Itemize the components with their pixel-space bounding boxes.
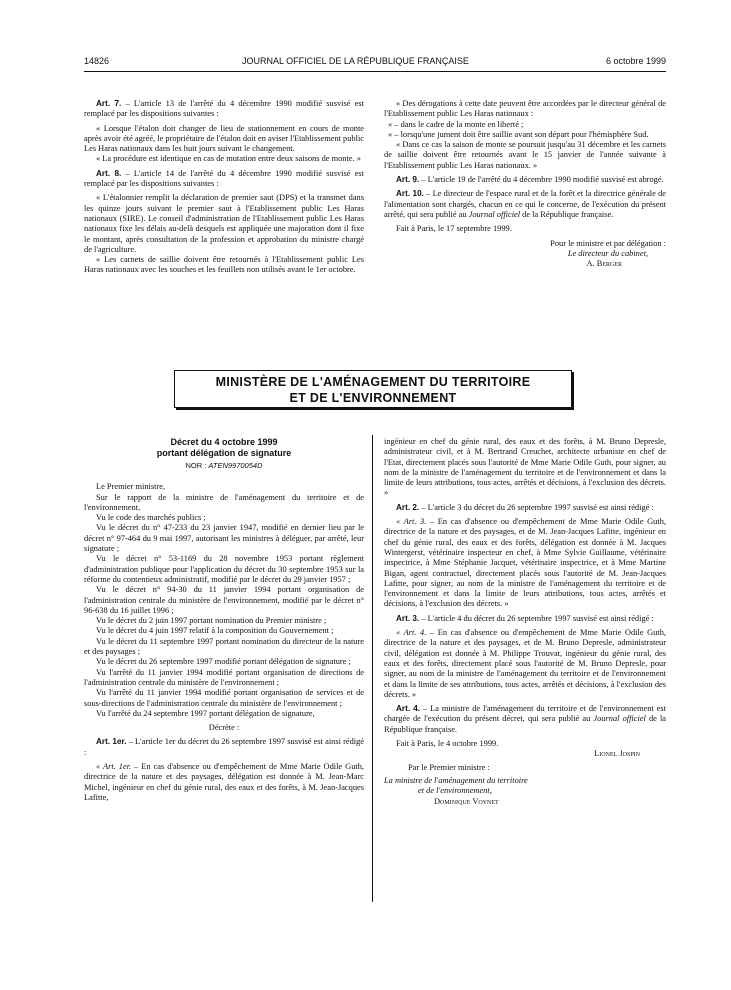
ministry-heading-box: MINISTÈRE DE L'AMÉNAGEMENT DU TERRITOIRE ET DE L'ENVIRONNEMENT <box>174 370 572 408</box>
page-header <box>84 56 666 68</box>
nor-reference: NOR : ATEN9970054D <box>185 461 263 470</box>
signature-jospin: Lionel Jospin <box>594 749 640 759</box>
header-rule <box>84 71 666 72</box>
fait-date-1: Fait à Paris, le 17 septembre 1999. <box>396 224 512 234</box>
decrete: Décrète : <box>208 723 240 733</box>
signature-voynet: Dominique Voynet <box>434 796 499 806</box>
decree-title: Décret du 4 octobre 1999 portant délégation de signature <box>156 437 292 458</box>
signature-berger: A. Berger <box>586 259 622 269</box>
fait-date-2: Fait à Paris, le 4 octobre 1999. <box>396 739 499 749</box>
column-divider <box>372 435 373 902</box>
issue-date: 6 octobre 1999 <box>605 56 666 66</box>
decree-left-column: Décret du 4 octobre 1999 portant délégation de signature NOR : ATEN9970054D Le Premier ministre, Sur le rapport de la ministre de l'aménagement du territoire et de l'environnement, Vu le code des marchés publics ; Vu le décret du n° 47-233 du 23 janvier 1947, modifié en dernier lieu par le décret n° 97-464 du 9 mai 1997, autorisant les ministres à déléguer, par arrêté, leur signature ; Vu le décret n° 53-1169 du 28 novembre 1953 portant règlement d'administration publique pour l'application du décret du 30 septembre 1953 sur la réforme du contentieux administratif, modifié par le décret du 29 janvier 1957 ; Vu le décret n° 94-30 du 11 janvier 1994 portant organisation de l'administration centrale du ministère de l'environnement, modifié par le décret n° 96-638 du 16 juillet 1996 ; Vu le décret du 2 juin 1997 portant nomination du Premier ministre ; Vu le décret du 4 juin 1997 relatif à la composition du Gouvernement ; Vu le décret du 11 septembre 1997 portant nomination du directeur de la nature et des paysages ; Vu le décret du 26 septembre 1997 modifié portant délégation de signature ; Vu l'arrêté du 11 janvier 1994 modifié portant organisation de directions de l'administration centrale du ministère de l'environnement ; Vu l'arrêté du 11 janvier 1994 modifié portant organisation de services et de sous-directions de l'administration centrale du ministère de l'environnement ; Vu l'arrêté du 24 septembre 1997 portant délégation de signature, Décrète : Art. 1er. – L'article 1er du décret du 26 septembre 1997 susvisé est ainsi rédigé : « Art. 1er. – En cas d'absence ou d'empêchement de Mme Marie Odile Guth, directrice de la nature et des paysages, délégation est donnée à M. Jean-Marc Michel, ingénieur en chef du génie rural, des eaux et des forêts, à M. Jean-Jacques Lafitte, <box>84 437 364 802</box>
top-left-column: Art. 7. – L'article 13 de l'arrêté du 4 décembre 1990 modifié susvisé est remplacé par les dispositions suivantes : « Lorsque l'étalon doit changer de lieu de stationnement en cours de monte après avoir été agréé, le propriétaire de l'étalon doit en aviser l'Etablissement public Les Haras nationaux dans les huit jours suivant le changement. « La procédure est identique en cas de mutation entre deux saisons de monte. » Art. 8. – L'article 14 de l'arrêté du 4 décembre 1990 modifié susvisé est remplacé par les dispositions suivantes : « L'étalonnier remplit la déclaration de premier saut (DPS) et la transmet dans les quinze jours suivant le premier saut à l'Etablissement public Les Haras nationaux (SIRE). Le conseil d'administration de l'Etablissement public Les Haras nationaux fixe les délais au-delà desquels est appliquée une majoration dont il fixe le montant, après consultation de la profession et approbation du ministre chargé de l'agriculture. « Les carnets de saillie doivent être retournés à l'Etablissement public Les Haras nationaux avec les souches et les feuillets non utilisés avant le 1er octobre. <box>84 99 364 275</box>
top-right-column: « Des dérogations à cette date peuvent être accordées par le directeur général de l'Etablissement public Les Haras nationaux : « – dans le cadre de la monte en liberté ; « – lorsqu'une jument doit être saillie avant son départ pour l'hémisphère Sud. « Dans ce cas la saison de monte se poursuit jusqu'au 31 décembre et les carnets de saillie doivent être retournés avant le 15 janvier de l'année suivante à l'Etablissement public Les Haras nationaux. » Art. 9. – L'article 19 de l'arrêté du 4 décembre 1990 modifié susvisé est abrogé. Art. 10. – Le directeur de l'espace rural et de la forêt et la directrice générale de l'alimentation sont chargés, chacun en ce qui le concerne, de l'exécution du présent arrêté, qui sera publié au Journal officiel de la République française. Fait à Paris, le 17 septembre 1999. Pour le ministre et par délégation : Le directeur du cabinet, A. Berger <box>384 99 666 269</box>
decree-right-column: ingénieur en chef du génie rural, des eaux et des forêts, à M. Bruno Depresle, administrateur civil, et à M. Bertrand Creuchet, architecte urbaniste en chef de l'Etat, directement placés sous l'autorité de Mme Marie Odile Guth, pour signer, au nom de la ministre de l'aménagement du territoire et de l'environnement et dans la limite de leurs attributions, tous actes, arrêtés et décisions, à l'exclusion des décrets. » Art. 2. – L'article 3 du décret du 26 septembre 1997 susvisé est ainsi rédigé : « Art. 3. – En cas d'absence ou d'empêchement de Mme Marie Odile Guth, directrice de la nature et des paysages, et de M. Jean-Jacques Lafitte, ingénieur en chef du génie rural, des eaux et des forêts, délégation est donnée à M. Jacques Wintergerst, vétérinaire inspecteur en chef, à Mme Sylvie Guillaume, vétérinaire inspectrice, à Mme Stéphanie Jacquet, vétérinaire inspectrice, et à Mme Martine Bigan, agent contractuel, directement placés sous l'autorité de M. Jean-Jacques Lafitte, pour signer, au nom de la ministre de l'aménagement du territoire et de l'environnement et dans la limite de leurs attributions, tous actes, arrêtés et décisions, à l'exclusion des décrets. » Art. 3. – L'article 4 du décret du 26 septembre 1997 susvisé est ainsi rédigé : « Art. 4. – En cas d'absence ou d'empêchement de Mme Marie Odile Guth, directrice de la nature et des paysages, et de M. Bruno Depresle, administrateur civil, délégation est donnée à M. Philippe Trouvat, ingénieur du génie rural, des eaux et des forêts, directement placé sous l'autorité de M. Bruno Depresle, pour signer, au nom de la ministre de l'aménagement du territoire et de l'environnement et dans la limite de ses attributions, tous actes, arrêtés et décisions, à l'exclusion des décrets. » Art. 4. – La ministre de l'aménagement du territoire et de l'environnement est chargée de l'exécution du présent décret, qui sera publié au Journal officiel de la République française. Fait à Paris, le 4 octobre 1999. Lionel Jospin Par le Premier ministre : La ministre de l'aménagement du territoire et de l'environnement, Dominique Voynet <box>384 437 666 806</box>
journal-title: JOURNAL OFFICIEL DE LA RÉPUBLIQUE FRANÇAISE <box>242 56 469 66</box>
page-number: 14826 <box>84 56 110 66</box>
